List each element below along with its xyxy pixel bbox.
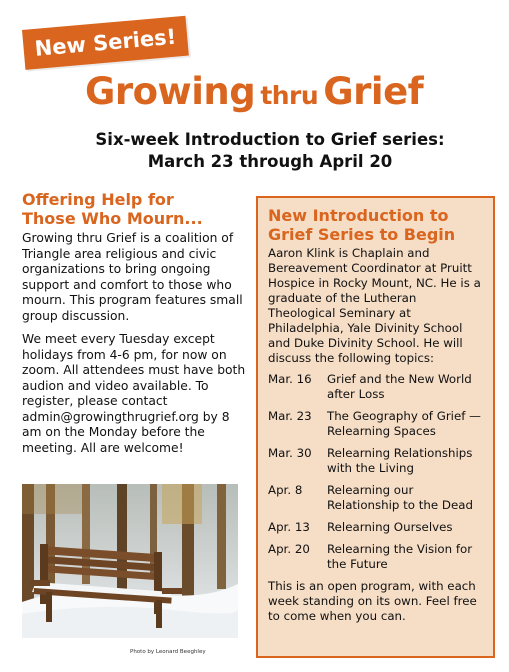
topic-title: Relearning Ourselves <box>327 520 453 534</box>
topic-title: Grief and the New World after Loss <box>327 372 472 401</box>
title-word-thru: thru <box>260 81 319 110</box>
box-heading-line-1: New Introduction to <box>268 206 449 225</box>
box-heading <box>268 206 485 244</box>
subtitle-line-1: Six-week Introduction to Grief series: <box>95 130 445 149</box>
topic-title: Relearning our Relationship to the Dead <box>327 483 473 512</box>
new-series-badge <box>22 16 189 70</box>
left-column <box>22 190 247 456</box>
topic-title: Relearning the Vision for the Future <box>327 542 473 571</box>
topic-item <box>268 446 485 476</box>
topic-item <box>268 372 485 402</box>
photo-caption: Photo by Leonard Beeghley <box>130 649 206 655</box>
badge-label: New Series! <box>33 24 178 61</box>
topic-date: Mar. 30 <box>268 446 312 460</box>
topic-date: Apr. 13 <box>268 520 310 534</box>
topic-item <box>268 542 485 572</box>
speaker-intro: Aaron Klink is Chaplain and Bereavement Coordinator at Pruitt Hospice in Rocky Mount, NC. He is a graduate of the Lutheran Theological Seminary at Philadelphia, Yale Divinity School and Duke Divinity School. He will discuss the following topics: <box>268 246 481 365</box>
topic-title: The Geography of Grief — Relearning Spaces <box>327 409 481 438</box>
subtitle-line-2: March 23 through April 20 <box>147 152 393 171</box>
title-word-growing: Growing <box>85 70 256 113</box>
left-heading <box>22 190 247 228</box>
about-paragraph: Growing thru Grief is a coalition of Triangle area religious and civic organizations to bring ongoing support and comfort to those who mourn. This program features small group discussion. <box>22 231 243 323</box>
topic-item <box>268 409 485 439</box>
intro-series-box <box>256 196 495 658</box>
title-word-grief: Grief <box>323 70 424 113</box>
topic-date: Mar. 23 <box>268 409 312 423</box>
topic-item <box>268 520 485 535</box>
box-heading-line-2: Grief Series to Begin <box>268 225 456 244</box>
closing-note: This is an open program, with each week standing on its own. Feel free to come when you can. <box>268 579 477 623</box>
topic-date: Apr. 20 <box>268 542 310 556</box>
snowy-bench-photo <box>22 484 238 638</box>
topic-title: Relearning Relationships with the Living <box>327 446 473 475</box>
topic-date: Apr. 8 <box>268 483 303 497</box>
series-subtitle <box>40 129 500 173</box>
page-title <box>85 70 505 113</box>
topic-date: Mar. 16 <box>268 372 312 386</box>
left-heading-line-1: Offering Help for <box>22 190 174 209</box>
meeting-paragraph: We meet every Tuesday except holidays from 4-6 pm, for now on zoom. All attendees must have both audion and video available. To register, please contact admin@growingthrugrief.org by 8 am on the Monday before the meeting. All are welcome! <box>22 332 246 455</box>
bench-photo-illustration <box>22 484 238 638</box>
topic-list <box>268 372 485 572</box>
left-heading-line-2: Those Who Mourn... <box>22 209 203 228</box>
topic-item <box>268 483 485 513</box>
